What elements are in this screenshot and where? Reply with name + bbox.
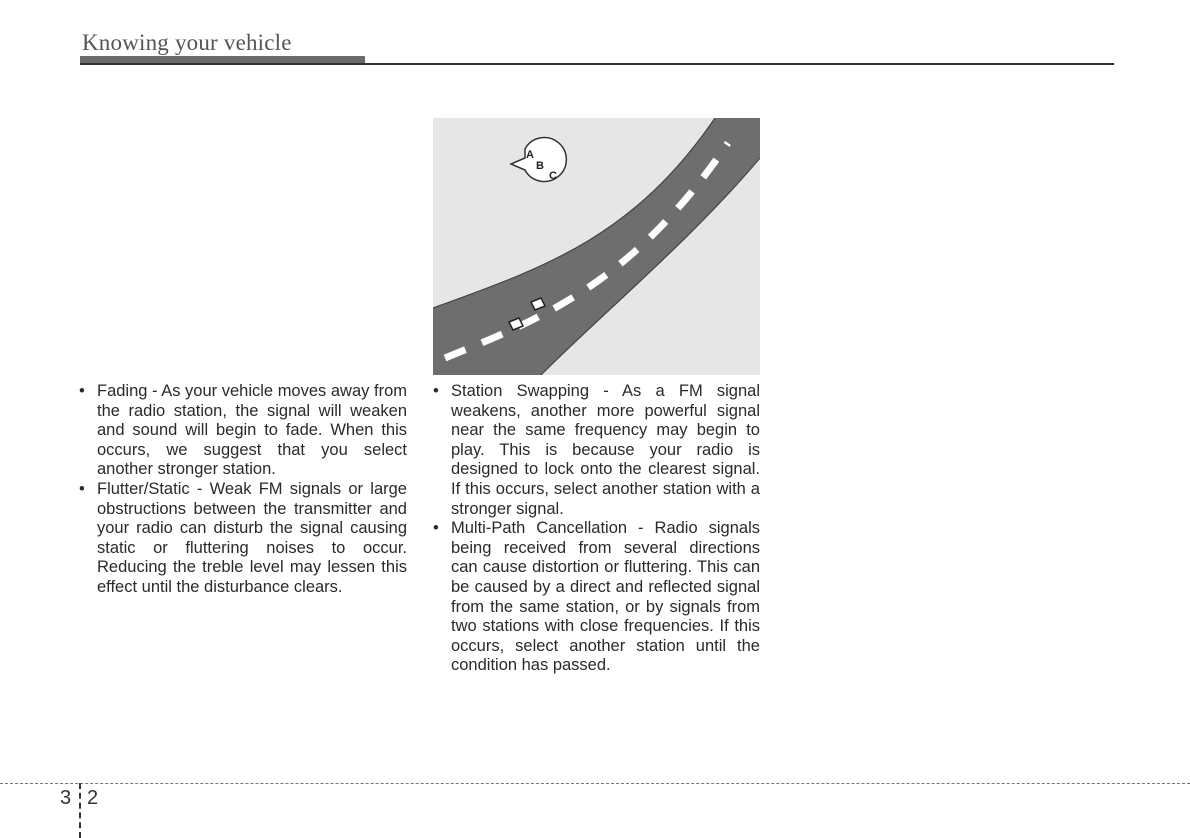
bullet-marker: • <box>433 519 439 538</box>
bullet-marker: • <box>79 479 85 498</box>
left-text-column <box>79 382 407 598</box>
list-item-text: Multi-Path Cancellation - Radio signals being received from several directions can cause distortion or fluttering. This can be caused by a direct and reflected signal from the same station, or by signals from two stations with close frequencies. If this occurs, select another station until the condition has passed. <box>451 519 760 675</box>
list-item-text: Station Swapping - As a FM signal weakens, another more powerful signal near the same frequency may begin to play. This is because your radio is designed to lock onto the clearest signal. If this occurs, select another station with a stronger signal. <box>451 382 760 518</box>
bubble-letter-c: C <box>549 170 557 182</box>
bullet-marker: • <box>433 382 439 400</box>
page-number: 2 <box>87 787 99 809</box>
list-item-text: Flutter/Static - Weak FM signals or large obstructions between the transmitter and your radio can disturb the signal causing static or fluttering noises to occur. Reducing the treble level may lessen this effect until the disturbance clears. <box>97 479 407 596</box>
bullet-marker: • <box>79 382 85 400</box>
list-item <box>433 519 760 676</box>
chapter-number: 3 <box>60 787 72 809</box>
list-item <box>79 480 407 598</box>
list-item-text: Fading - As your vehicle moves away from the radio station, the signal will weaken and sound will begin to fade. When this occurs, we suggest that you select another stronger station. <box>97 382 407 479</box>
list-item <box>433 382 760 519</box>
bubble-letter-a: A <box>526 149 534 161</box>
list-item <box>79 382 407 480</box>
right-text-column <box>433 382 760 676</box>
page-header-title: Knowing your vehicle <box>82 30 292 55</box>
header-rule <box>80 63 1114 65</box>
radio-signal-illustration <box>433 118 760 375</box>
page-number-divider <box>79 783 81 838</box>
footer-divider <box>0 783 1190 784</box>
bubble-letter-b: B <box>536 160 544 172</box>
